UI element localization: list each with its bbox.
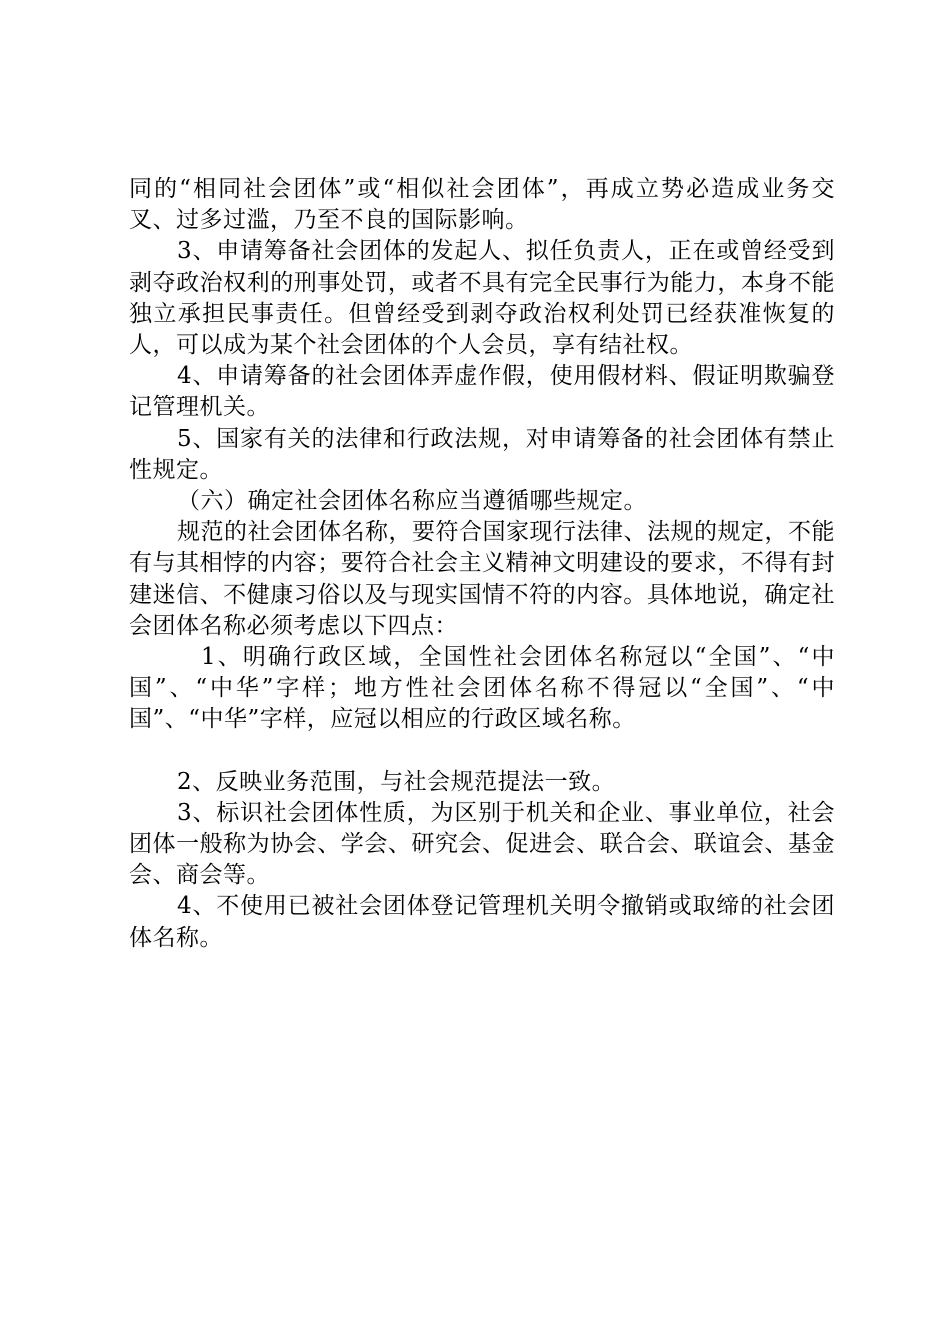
section-heading-6: （六）确定社会团体名称应当遵循哪些规定。 — [177, 488, 647, 515]
paragraph-gap — [129, 736, 835, 767]
paragraph-rule-1-region: 1、明确行政区域，全国性社会团体名称冠以“全国”、“中国”、“中华”字样；地方性社会团体名称不得冠以“全国”、“中国”、“中华”字样，应冠以相应的行政区域名称。 — [129, 644, 835, 733]
paragraph-item-4-fraud: 4、申请筹备的社会团体弄虚作假，使用假材料、假证明欺骗登记管理机关。 — [129, 363, 835, 421]
paragraph-item-5-prohibited: 5、国家有关的法律和行政法规，对申请筹备的社会团体有禁止性规定。 — [129, 425, 835, 483]
paragraph-rule-2-scope: 2、反映业务范围，与社会规范提法一致。 — [177, 768, 616, 795]
paragraph-item-3-applicant: 3、申请筹备社会团体的发起人、拟任负责人，正在或曾经受到剥夺政治权利的刑事处罚，或者不具有完全民事行为能力，本身不能独立承担民事责任。但曾经受到剥夺政治权利处罚已经获准恢复的人，可以成为某个社会团体的个人会员，享有结社权。 — [129, 238, 835, 359]
paragraph-rule-4-banned-names: 4、不使用已被社会团体登记管理机关明令撤销或取缔的社会团体名称。 — [129, 893, 835, 951]
paragraph-naming-rules: 规范的社会团体名称，要符合国家现行法律、法规的规定，不能有与其相悖的内容；要符合社会主义精神文明建设的要求，不得有封建迷信、不健康习俗以及与现实国情不符的内容。具体地说，确定社会团体名称必须考虑以下四点： — [129, 519, 835, 639]
document-body — [129, 174, 835, 954]
paragraph-rule-3-nature: 3、标识社会团体性质，为区别于机关和企业、事业单位，社会团体一般称为协会、学会、研究会、促进会、联合会、联谊会、基金会、商会等。 — [129, 799, 835, 889]
paragraph-continuation: 同的“相同社会团体”或“相似社会团体”，再成立势必造成业务交叉、过多过滥，乃至不良的国际影响。 — [129, 176, 835, 234]
